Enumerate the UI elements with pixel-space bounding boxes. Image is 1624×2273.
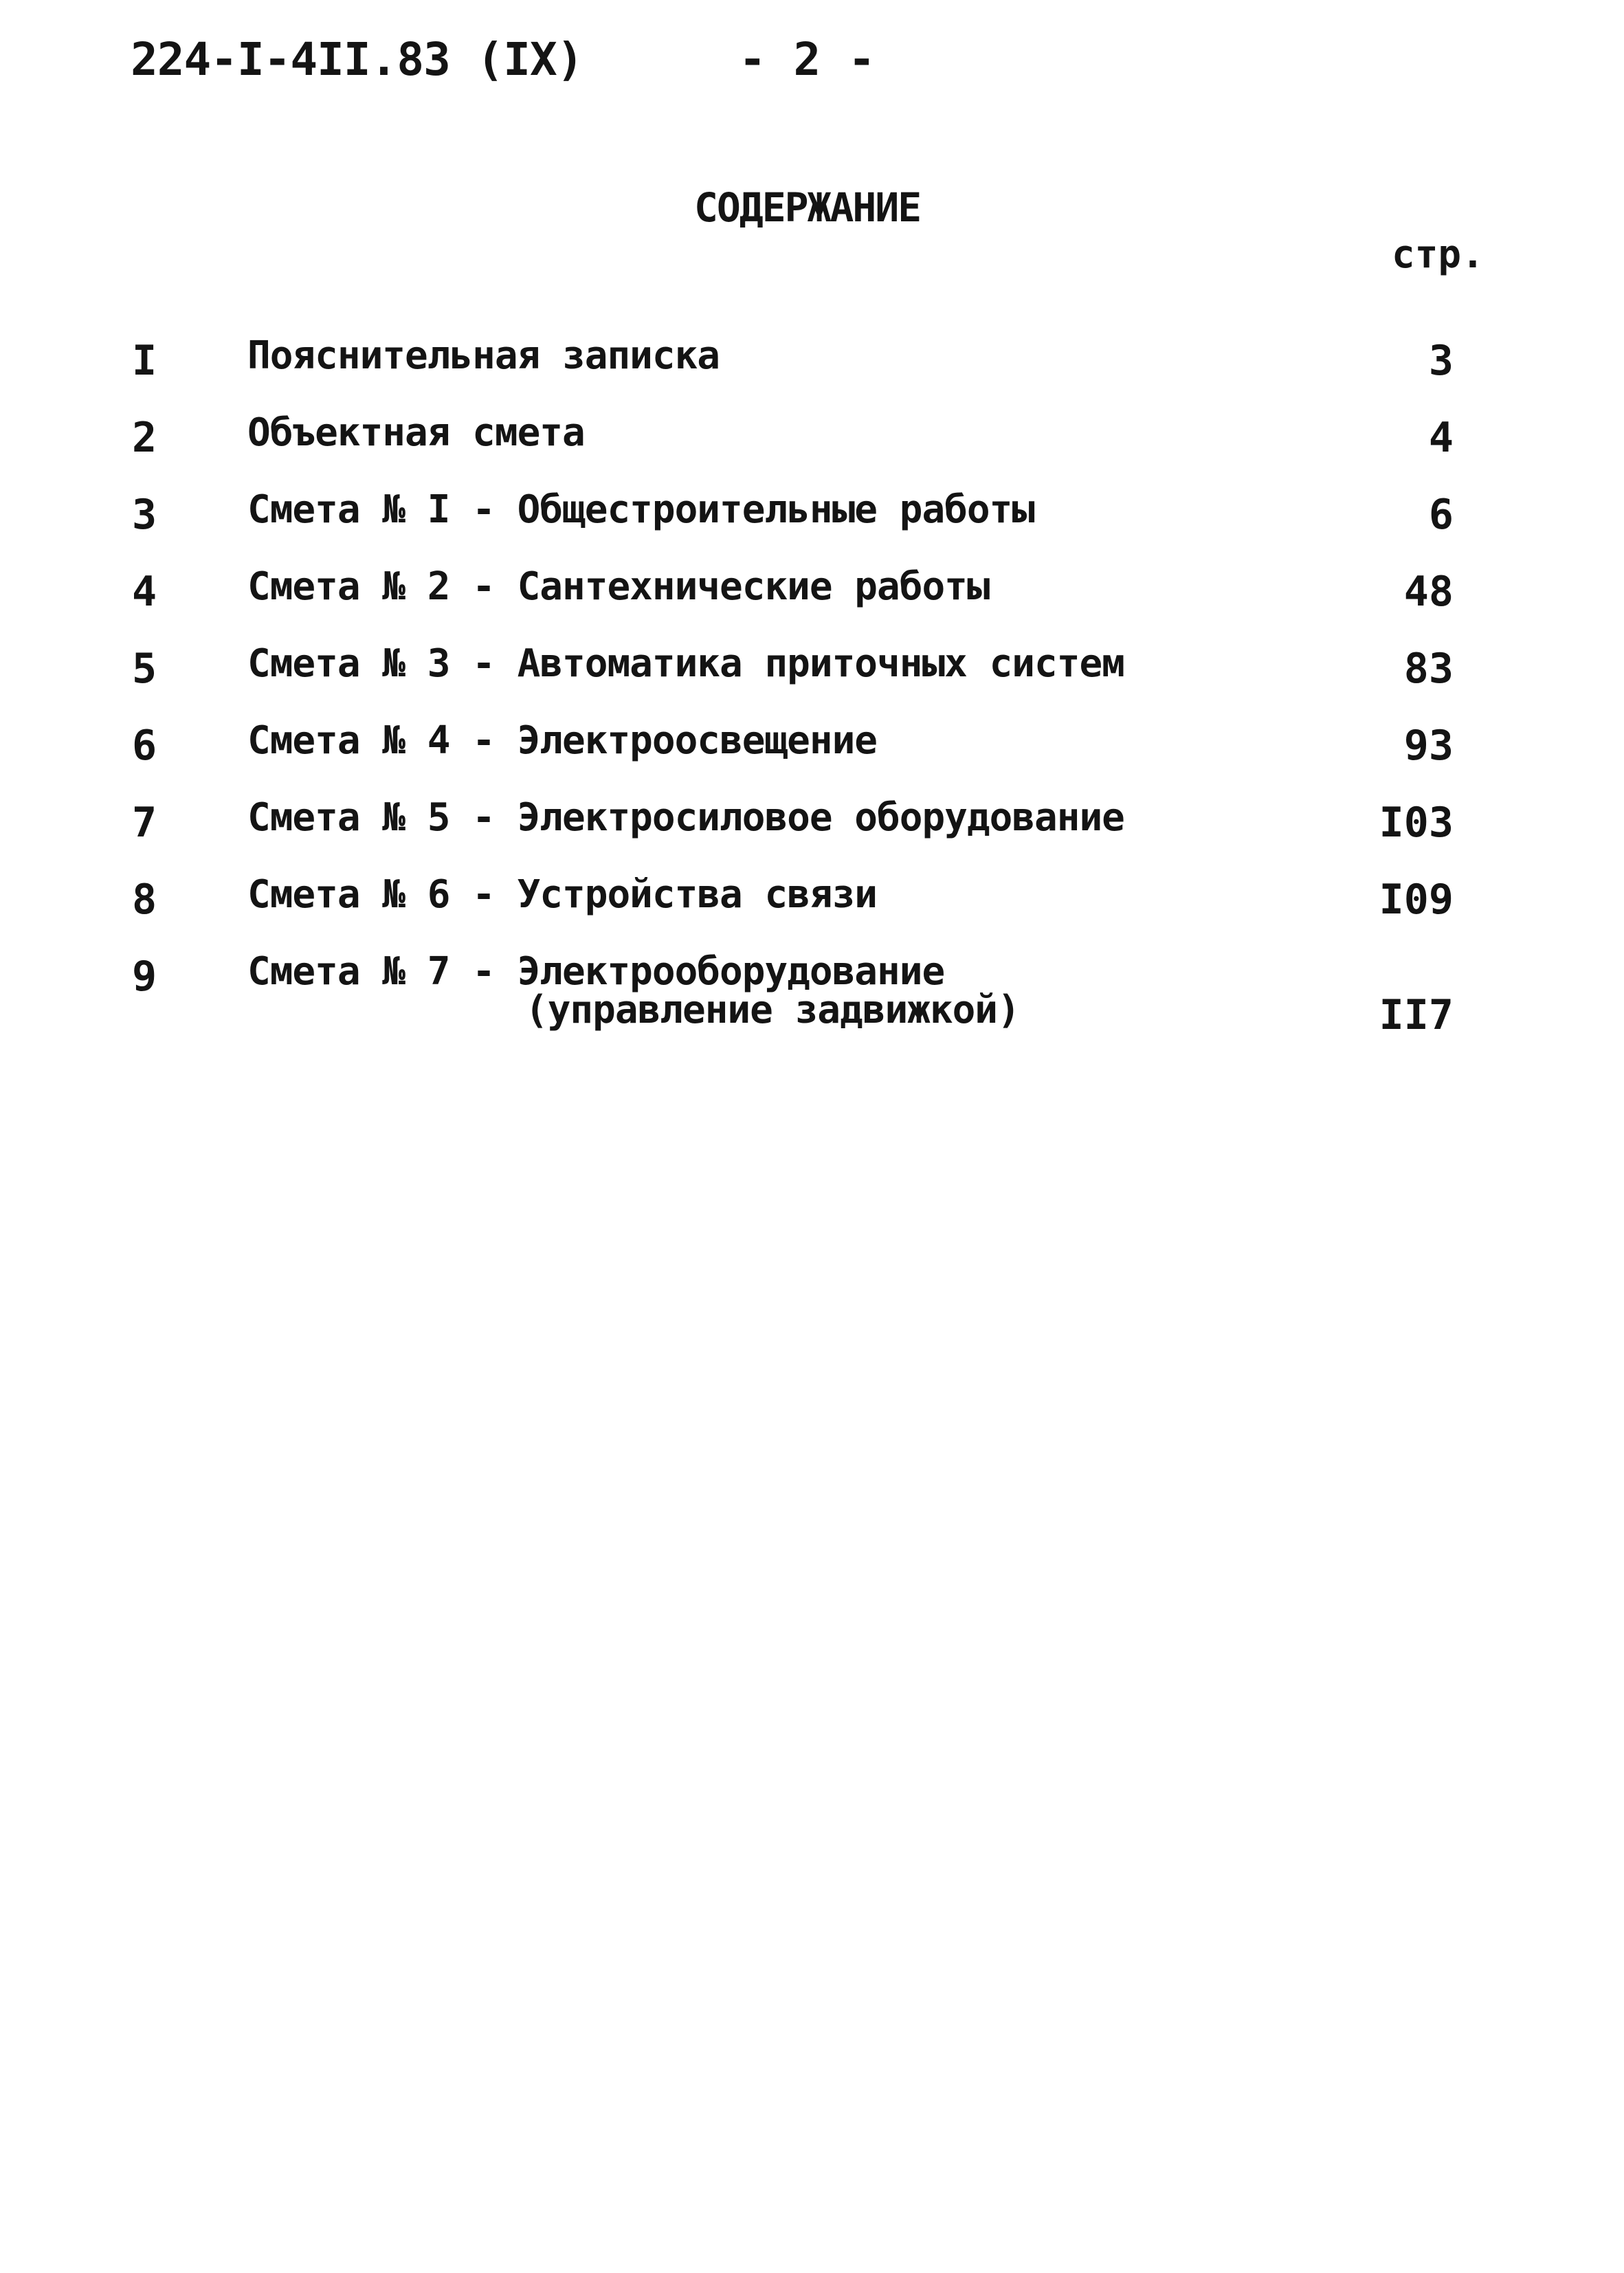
toc-item-title: Смета № 6 - Устройства связи: [247, 872, 878, 917]
page-column-label: стр.: [1392, 232, 1484, 277]
toc-row: [0, 795, 1624, 876]
toc-row: [0, 872, 1624, 953]
toc-item-title: Смета № 2 - Сантехнические работы: [247, 564, 990, 609]
toc-item-number: 3: [132, 491, 157, 539]
toc-item-page: 93: [1403, 722, 1454, 770]
toc-item-number: 8: [132, 876, 157, 924]
toc-row: [0, 410, 1624, 491]
page-number: - 2 -: [739, 33, 876, 86]
toc-item-number: 4: [132, 568, 157, 616]
toc-row: [0, 564, 1624, 645]
toc-item-number: 5: [132, 645, 157, 693]
toc-row: [0, 949, 1624, 1063]
toc-item-page: II7: [1379, 991, 1454, 1039]
toc-item-number: 7: [132, 799, 157, 847]
toc-row: [0, 333, 1624, 414]
toc-item-title: Смета № 5 - Электросиловое оборудование: [247, 795, 1124, 840]
toc-item-title: Пояснительная записка: [247, 333, 720, 378]
toc-row: [0, 641, 1624, 722]
toc-item-page: 83: [1403, 645, 1454, 693]
toc-item-title: Смета № I - Общестроительные работы: [247, 487, 1035, 532]
document-code: 224-I-4II.83 (IX): [131, 33, 583, 86]
toc-item-number: 6: [132, 722, 157, 770]
toc-item-title-line2: (управление задвижкой): [525, 988, 1020, 1032]
toc-item-number: 9: [132, 953, 157, 1001]
toc-item-page: I03: [1379, 799, 1454, 847]
toc-item-title-line1: Смета № 7 - Электрооборудование: [247, 949, 945, 994]
toc-item-page: 3: [1428, 337, 1454, 385]
toc-item-page: 4: [1428, 414, 1454, 462]
toc-row: [0, 487, 1624, 568]
toc-item-number: I: [132, 337, 157, 385]
toc-item-title: [247, 949, 1020, 1032]
toc-item-page: I09: [1379, 876, 1454, 924]
toc-item-page: 6: [1428, 491, 1454, 539]
toc-item-number: 2: [132, 414, 157, 462]
toc-row: [0, 718, 1624, 799]
toc-item-title: Смета № 3 - Автоматика приточных систем: [247, 641, 1124, 686]
toc-title: СОДЕРЖАНИЕ: [694, 184, 921, 231]
toc-item-title: Смета № 4 - Электроосвещение: [247, 718, 878, 763]
toc-item-title: Объектная смета: [247, 410, 585, 455]
toc-list: [0, 333, 1624, 1063]
toc-item-page: 48: [1403, 568, 1454, 616]
